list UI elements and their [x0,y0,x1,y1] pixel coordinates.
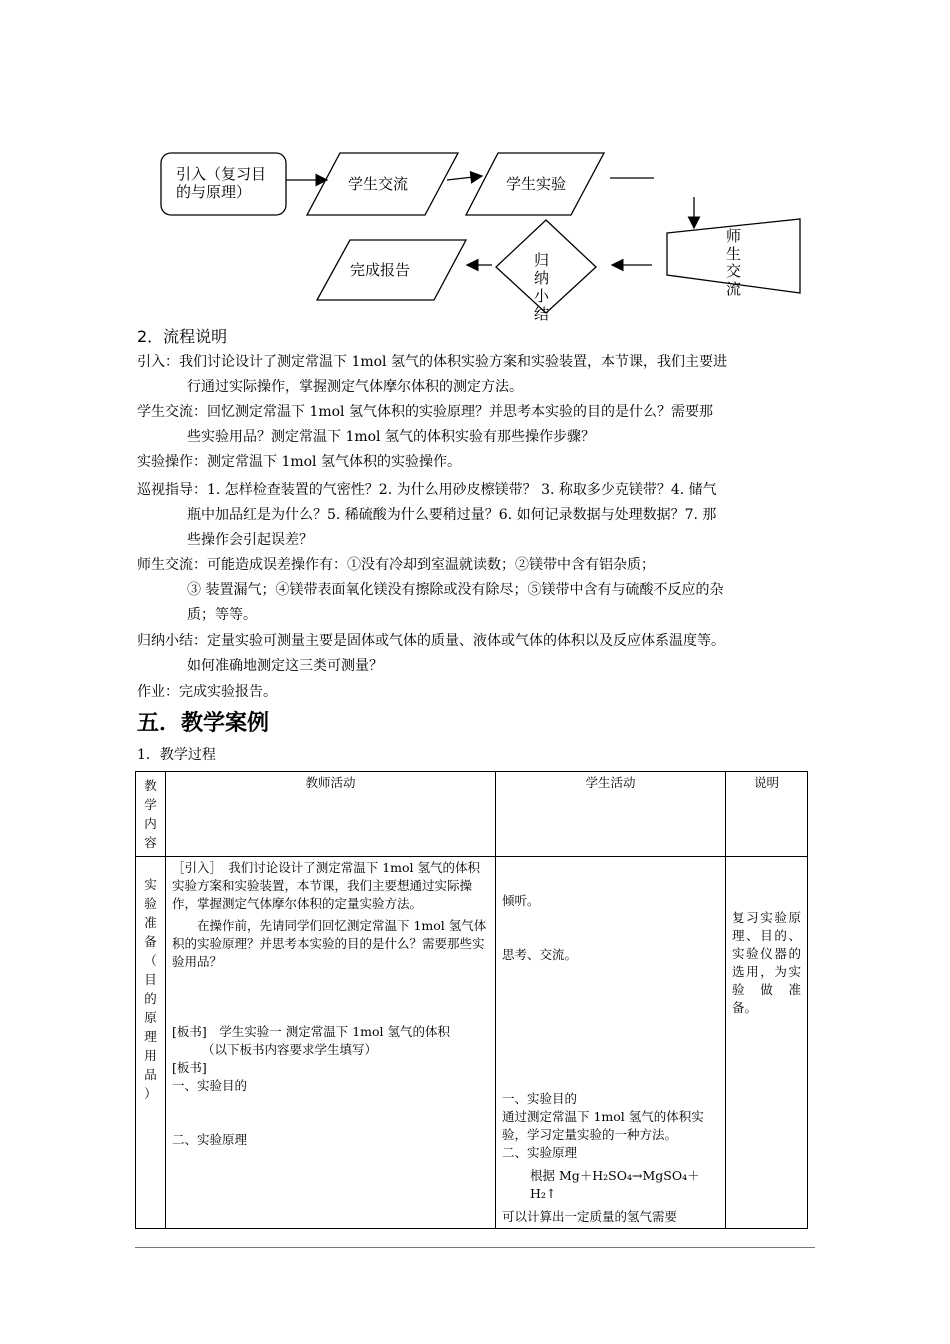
section-2-title: 2．流程说明 [137,327,228,346]
footer-divider [135,1247,815,1248]
flow-student-experiment-text: 学生实验 [506,175,567,193]
teaching-process-table [135,771,808,1229]
row-content: 实 验 准 备 （ 目 的 原 理 用 品 ） [136,857,166,1229]
header-student: 学生活动 [496,772,726,857]
table-row [136,857,808,1229]
flow-teacher-exchange-text: 师 生 交 流 [726,227,742,298]
flow-student-exchange-text: 学生交流 [348,175,409,193]
para-label: 作业： [137,684,179,700]
para-intro: 引入：我们讨论设计了测定常温下 1mol 氢气的体积实验方案和实验装置，本节课，我们主要进 行通过实际操作，掌握测定气体摩尔体积的测定方法。 [137,354,727,395]
row-teacher: ［引入］ 我们讨论设计了测定常温下 1mol 氢气的体积实验方案和实验装置，本节课，我们主要想通过实际操作，掌握测定气体摩尔体积的定量实验方法。 在操作前，先请同学们回忆测定常温下 1mol 氢气体积的实验原理？并思考本实验的目的是什么？需要那些实验用品？ [板书] 学生实验一 测定常温下 1mol 氢气的体积 （以下板书内容要求学生填写） [板书] 一、实验目的 二、实验原理 [166,857,496,1229]
flowchart [0,0,950,330]
para-teacher-exchange: 师生交流：可能造成误差操作有：①没有冷却到室温就读数；②镁带中含有铝杂质； ③ 装置漏气；④镁带表面氧化镁没有擦除或没有除尽；⑤镁带中含有与硫酸不反应的杂 质；等等。 [137,557,724,623]
section-5-title: 五．教学案例 [137,711,270,736]
flow-arrow-2 [447,176,482,180]
para-guidance: 巡视指导：1. 怎样检查装置的气密性？2. 为什么用砂皮檫镁带？ 3. 称取多少克镁带？4. 储气 瓶中加品红是为什么？5. 稀硫酸为什么要稍过量？6. 如何记录数据与处理数据？7. 那 些操作会引起误差？ [137,482,717,548]
para-label: 引入： [137,354,179,370]
para-summary: 归纳小结：定量实验可测量主要是固体或气体的质量、液体或气体的体积以及反应体系温度等。 如何准确地测定这三类可测量？ [137,633,725,674]
header-content: 教 学 内 容 [136,772,166,857]
row-note: 复习实验原理、目的、实验仪器的选用，为实验 做 准备。 [726,857,808,1229]
para-label: 巡视指导： [137,482,207,498]
header-teacher: 教师活动 [166,772,496,857]
para-experiment: 实验操作：测定常温下 1mol 氢气体积的实验操作。 [137,454,461,470]
flow-intro-text: 引入（复习目 的与原理） [176,165,267,201]
para-label: 实验操作： [137,454,207,470]
header-note: 说明 [726,772,808,857]
para-label: 学生交流： [137,404,207,420]
para-label: 归纳小结： [137,633,207,649]
para-homework: 作业：完成实验报告。 [137,684,277,700]
para-label: 师生交流： [137,557,207,573]
subsection-title: 1．教学过程 [137,747,216,763]
table-header-row [136,772,808,857]
para-student-exchange: 学生交流：回忆测定常温下 1mol 氢气体积的实验原理？并思考本实验的目的是什么？需要那 些实验用品？测定常温下 1mol 氢气的体积实验有那些操作步骤？ [137,404,713,445]
row-student: 倾听。 思考、交流。 一、实验目的 通过测定常温下 1mol 氢气的体积实验，学习定量实验的一种方法。 二、实验原理 根据 Mg＋H₂SO₄→MgSO₄＋H₂↑ 可以计算出一定质量的氢气需要 [496,857,726,1229]
flow-report-text: 完成报告 [350,261,411,279]
flow-summary-text: 归 纳 小 结 [534,251,550,323]
